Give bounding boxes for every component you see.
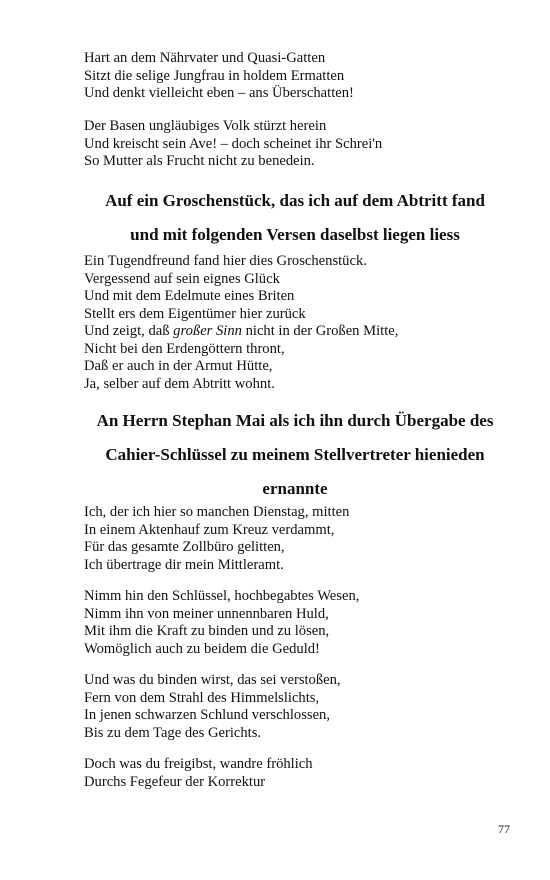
verse-line: Vergessend auf sein eignes Glück [84,270,280,287]
poem-2-body [84,253,524,393]
poem-stanza-2 [84,118,524,171]
verse-line: Mit ihm die Kraft zu binden und zu lösen, [84,623,330,639]
verse-line: Nimm ihn von meiner unnennbaren Huld, [84,605,329,622]
poem-3-stanza-3 [84,672,524,742]
verse-line: Für das gesamte Zollbüro gelitten, [84,539,285,555]
heading-line: ernannte [262,479,328,498]
verse-line: Der Basen ungläubiges Volk stürzt herein [84,118,327,134]
verse-line: Nimm hin den Schlüssel, hochbegabtes Wesen, [84,588,360,604]
verse-line: In einem Aktenhauf zum Kreuz verdammt, [84,521,335,538]
verse-line: Fern von dem Strahl des Himmelslichts, [84,689,320,706]
poem-heading-1 [70,184,520,252]
verse-line: Doch was du freigibst, wandre fröhlich [84,756,313,772]
verse-line: Und was du binden wirst, das sei verstoßen, [84,672,341,688]
poem-stanza-1 [84,50,524,103]
verse-line: Sitzt die selige Jungfrau in holdem Ermatten [84,67,345,84]
verse-line: Durchs Fegefeur der Korrektur [84,773,266,790]
verse-text: Und zeigt, daß [84,323,174,339]
heading-line: und mit folgenden Versen daselbst liegen liess [130,225,460,244]
poem-3-stanza-2 [84,588,524,658]
verse-line: Womöglich auch zu beidem die Geduld! [84,640,320,657]
emphasis-text: großer Sinn [173,323,242,339]
verse-line: Ich, der ich hier so manchen Dienstag, mitten [84,504,350,520]
verse-line: Und mit dem Edelmute eines Briten [84,288,295,304]
verse-line: Ein Tugendfreund fand hier dies Groschenstück. [84,253,367,269]
poem-3-stanza-1 [84,504,524,574]
verse-line: Stellt ers dem Eigentümer hier zurück [84,305,306,322]
verse-line: In jenen schwarzen Schlund verschlossen, [84,707,330,723]
verse-line: Daß er auch in der Armut Hütte, [84,358,273,374]
verse-text: nicht in der Großen Mitte, [241,323,399,339]
verse-line: Und kreischt sein Ave! – doch scheinet ihr Schrei'n [84,135,383,152]
verse-line: Nicht bei den Erdengöttern thront, [84,340,285,357]
poem-heading-2 [70,404,520,506]
page-number: 77 [498,822,510,836]
heading-line: Auf ein Groschenstück, das ich auf dem Abtritt fand [105,191,485,210]
verse-line: Bis zu dem Tage des Gerichts. [84,724,262,741]
verse-line-with-emphasis [84,323,524,341]
verse-line: Hart an dem Nährvater und Quasi-Gatten [84,50,326,66]
verse-line: So Mutter als Frucht nicht zu benedein. [84,153,315,169]
heading-line: An Herrn Stephan Mai als ich ihn durch Übergabe des [96,411,494,430]
heading-line: Cahier-Schlüssel zu meinem Stellvertreter hienieden [105,445,485,464]
verse-line: Und denkt vielleicht eben – ans Überschatten! [84,85,354,101]
poem-3-stanza-4 [84,756,524,791]
verse-line: Ja, selber auf dem Abtritt wohnt. [84,375,275,392]
verse-line: Ich übertrage dir mein Mittleramt. [84,556,284,573]
